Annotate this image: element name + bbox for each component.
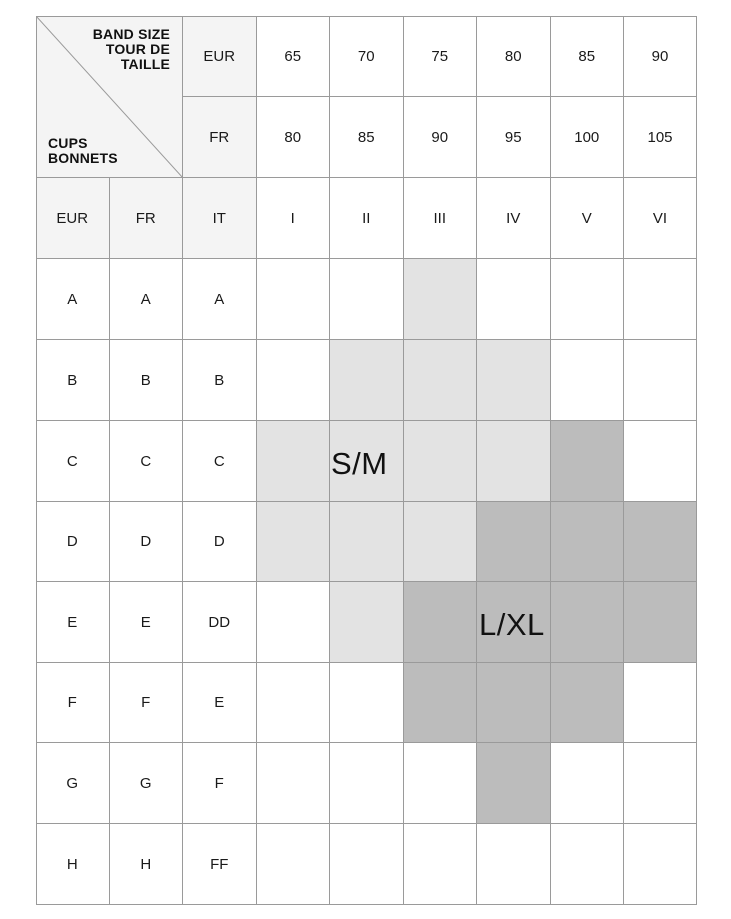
size-cell-empty [624,259,697,340]
size-cell-sm [330,502,404,582]
size-cell-empty [330,824,404,905]
size-cell-sm [404,421,478,502]
size-cell-empty [551,743,625,824]
size-cell-empty [624,743,697,824]
size-label-lxl: L/XL [479,607,545,642]
it-size-value: II [330,178,404,259]
cup-fr-value: H [110,824,184,905]
cup-eur-value: E [36,582,110,663]
size-cell-sm [477,340,551,421]
tour-de-text: TOUR DE [105,41,170,57]
it-size-value: VI [624,178,697,259]
cup-it-value: D [183,502,257,582]
cup-fr-value: C [110,421,184,502]
size-cell-empty [330,259,404,340]
size-cell-sm [330,340,404,421]
band-fr-value: 100 [551,97,625,178]
size-cell-empty [330,743,404,824]
cups-label [48,136,118,166]
size-cell-empty [551,259,625,340]
corner-header [36,16,183,178]
size-cell-lxl [551,421,625,502]
size-cell-lxl [624,502,697,582]
size-cell-empty [404,743,478,824]
it-size-value: IV [477,178,551,259]
cup-fr-value: B [110,340,184,421]
band-fr-value: 95 [477,97,551,178]
cup-eur-value: F [36,663,110,743]
size-cell-sm [257,502,331,582]
size-cell-sm [477,421,551,502]
cup-it-label: IT [183,178,257,259]
band-fr-value: 80 [257,97,331,178]
size-cell-empty [257,663,331,743]
band-eur-label: EUR [183,16,257,97]
size-cell-empty [624,824,697,905]
cup-fr-value: E [110,582,184,663]
cup-it-value: F [183,743,257,824]
cup-it-value: FF [183,824,257,905]
cup-fr-value: G [110,743,184,824]
size-label-sm: S/M [331,446,388,481]
size-cell-lxl [477,743,551,824]
band-fr-label: FR [183,97,257,178]
band-size-label [93,27,170,72]
size-cell-lxl [551,502,625,582]
cup-fr-value: F [110,663,184,743]
size-cell-empty [551,824,625,905]
size-cell-lxl [551,582,625,663]
band-eur-value: 85 [551,16,625,97]
band-fr-value: 90 [404,97,478,178]
size-cell-lxl [404,663,478,743]
cup-fr-value: A [110,259,184,340]
cup-it-value: A [183,259,257,340]
cup-eur-value: H [36,824,110,905]
band-fr-value: 85 [330,97,404,178]
cup-eur-value: B [36,340,110,421]
cup-eur-value: D [36,502,110,582]
cup-fr-value: D [110,502,184,582]
cup-eur-value: C [36,421,110,502]
size-cell-empty [330,663,404,743]
bonnets-text: BONNETS [48,150,118,166]
size-cell-empty [257,824,331,905]
size-cell-sm [257,421,331,502]
band-eur-value: 90 [624,16,697,97]
size-cell-empty [624,421,697,502]
cup-it-value: B [183,340,257,421]
band-size-text: BAND SIZE [92,26,170,42]
size-cell-sm [404,340,478,421]
band-eur-value: 70 [330,16,404,97]
size-cell-lxl [551,663,625,743]
size-cell-empty [477,824,551,905]
cup-it-value: DD [183,582,257,663]
size-cell-empty [404,824,478,905]
size-cell-sm [330,582,404,663]
cup-eur-label: EUR [36,178,110,259]
band-eur-value: 75 [404,16,478,97]
size-cell-lxl [477,502,551,582]
cup-eur-value: A [36,259,110,340]
size-cell-lxl [477,663,551,743]
size-cell-sm [404,502,478,582]
size-cell-sm [404,259,478,340]
band-eur-value: 80 [477,16,551,97]
size-cell-lxl [624,582,697,663]
size-cell-empty [257,340,331,421]
size-cell-empty [477,259,551,340]
cup-it-value: E [183,663,257,743]
cup-eur-value: G [36,743,110,824]
it-size-value: I [257,178,331,259]
it-size-value: III [404,178,478,259]
taille-text: TAILLE [120,56,170,72]
band-fr-value: 105 [624,97,697,178]
size-cell-empty [257,582,331,663]
size-cell-empty [257,743,331,824]
size-cell-empty [257,259,331,340]
cup-it-value: C [183,421,257,502]
cups-text: CUPS [48,135,88,151]
it-size-value: V [551,178,625,259]
size-cell-empty [624,663,697,743]
size-cell-empty [624,340,697,421]
cup-fr-label: FR [110,178,184,259]
size-cell-lxl [404,582,478,663]
size-cell-empty [551,340,625,421]
band-eur-value: 65 [257,16,331,97]
